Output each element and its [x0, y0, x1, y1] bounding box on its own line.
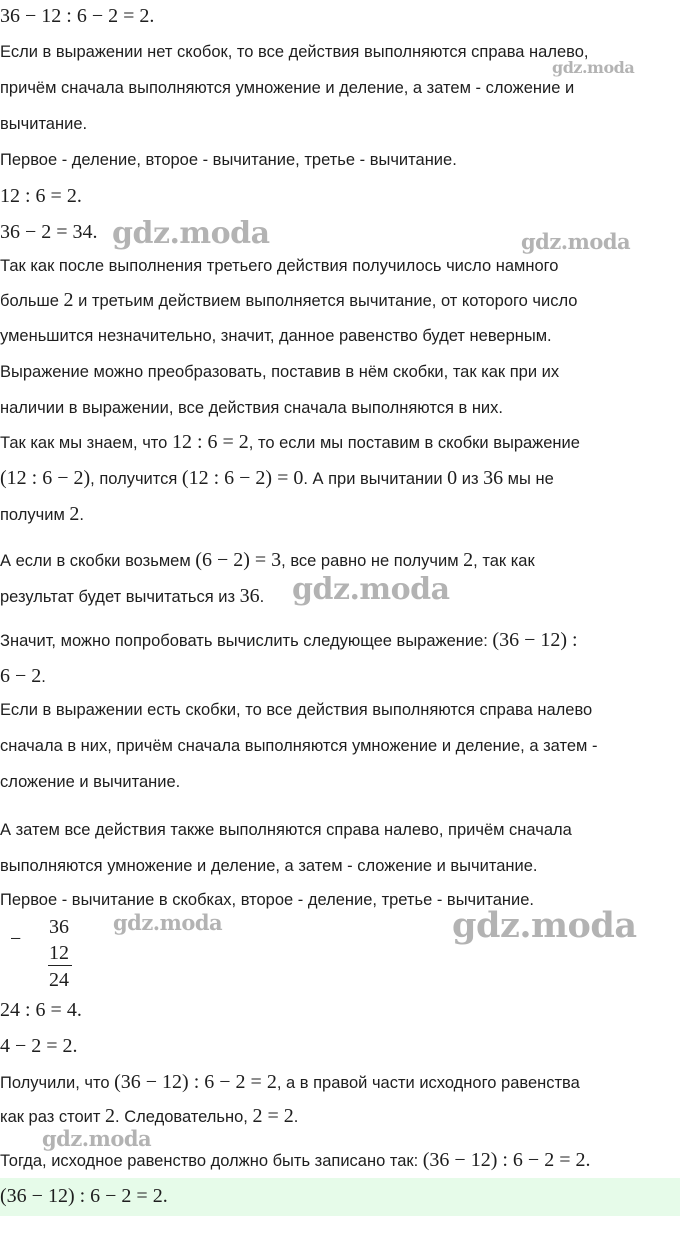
text-line: [0, 1070, 580, 1095]
text-segment: уменьшится незначительно, значит, данное равенство будет неверным.: [0, 327, 552, 345]
watermark: gdz.moda: [42, 1126, 152, 1151]
math-expression: 36: [239, 585, 260, 607]
math-expression: 2: [463, 549, 474, 571]
math-expression: 2 = 2: [252, 1105, 294, 1127]
text-line: [0, 584, 264, 609]
text-segment: .: [41, 668, 46, 686]
text-line: [0, 360, 559, 384]
text-line: [0, 184, 82, 209]
text-line: [0, 148, 457, 172]
math-expression: (12 : 6 − 2): [0, 467, 91, 489]
watermark: gdz.moda: [552, 58, 635, 77]
math-expression: 2: [69, 503, 80, 525]
text-line: [0, 430, 580, 455]
text-line: [0, 466, 554, 491]
text-line: [0, 734, 597, 758]
text-segment: результат будет вычитаться из: [0, 588, 240, 606]
text-line: [0, 664, 46, 689]
text-segment: причём сначала выполняются умножение и деление, а затем - сложение и: [0, 79, 575, 97]
text-line: [0, 628, 578, 653]
math-expression: 12 : 6 = 2: [171, 431, 249, 453]
text-line: [0, 818, 572, 842]
text-line: [0, 770, 180, 794]
text-line: [0, 254, 558, 278]
text-segment: , так как: [473, 552, 535, 570]
minuend: 36: [49, 916, 69, 938]
text-segment: , все равно не получим: [281, 552, 464, 570]
difference: 24: [49, 969, 69, 991]
math-expression: 36 − 12 : 6 − 2 = 2.: [0, 5, 155, 27]
watermark: gdz.moda: [521, 229, 631, 254]
math-expression: (36 − 12) : 6 − 2 = 2.: [422, 1149, 591, 1171]
math-expression: 2: [105, 1105, 116, 1127]
text-segment: . А при вычитании: [303, 470, 448, 488]
math-expression: (6 − 2) = 3: [195, 549, 282, 571]
text-segment: сложение и вычитание.: [0, 773, 181, 791]
text-line: [0, 548, 535, 573]
watermark: gdz.moda: [452, 905, 637, 946]
text-segment: как раз стоит: [0, 1108, 106, 1126]
text-segment: Тогда, исходное равенство должно быть записано так:: [0, 1152, 423, 1170]
text-segment: больше: [0, 292, 64, 310]
text-segment: , а в правой части исходного равенства: [276, 1074, 580, 1092]
watermark: gdz.moda: [112, 216, 270, 251]
text-line: [0, 4, 154, 29]
text-line: [0, 698, 592, 722]
text-segment: А если в скобки возьмем: [0, 552, 196, 570]
text-line: [0, 1184, 168, 1209]
text-segment: Значит, можно попробовать вычислить следующее выражение:: [0, 632, 493, 650]
math-expression: 4 − 2 = 2.: [0, 1035, 78, 1057]
text-segment: Так как после выполнения третьего действия получилось число намного: [0, 257, 559, 275]
column-line: [48, 965, 72, 966]
text-segment: .: [79, 506, 84, 524]
text-line: [0, 502, 84, 527]
math-expression: 36: [483, 467, 504, 489]
text-line: [0, 1034, 78, 1059]
math-expression: (12 : 6 − 2) = 0: [181, 467, 304, 489]
math-expression: 6 − 2: [0, 665, 42, 687]
math-expression: 0: [447, 467, 458, 489]
text-segment: Если в выражении есть скобки, то все действия выполняются справа налево: [0, 701, 593, 719]
text-line: [0, 1148, 590, 1173]
text-segment: Получили, что: [0, 1074, 115, 1092]
math-expression: 2: [63, 289, 74, 311]
text-segment: и третьим действием выполняется вычитание, от которого число: [73, 292, 578, 310]
text-line: [0, 40, 588, 64]
watermark: gdz.moda: [292, 572, 450, 607]
text-segment: мы не: [503, 470, 554, 488]
text-line: [0, 324, 552, 348]
text-segment: из: [457, 470, 484, 488]
text-line: [0, 76, 574, 100]
text-segment: Выражение можно преобразовать, поставив в нём скобки, так как при их: [0, 363, 560, 381]
text-line: [0, 112, 87, 136]
text-segment: .: [259, 588, 265, 606]
text-segment: выполняются умножение и деление, а затем - сложение и вычитание.: [0, 857, 538, 875]
text-segment: наличии в выражении, все действия сначала выполняются в них.: [0, 399, 503, 417]
math-expression: 24 : 6 = 4.: [0, 999, 82, 1021]
text-segment: .: [293, 1108, 299, 1126]
text-segment: вычитание.: [0, 115, 88, 133]
text-segment: получим: [0, 506, 70, 524]
text-segment: А затем все действия также выполняются справа налево, причём сначала: [0, 821, 572, 839]
text-segment: Если в выражении нет скобок, то все действия выполняются справа налево,: [0, 43, 589, 61]
text-line: [0, 220, 98, 245]
text-segment: , получится: [90, 470, 182, 488]
text-segment: Так как мы знаем, что: [0, 434, 172, 452]
minus-sign: −: [10, 928, 22, 950]
math-expression: 36 − 2 = 34.: [0, 221, 98, 243]
math-expression: (36 − 12) : 6 − 2 = 2: [114, 1071, 277, 1093]
text-segment: Первое - вычитание в скобках, второе - деление, третье - вычитание.: [0, 891, 535, 909]
subtrahend: 12: [49, 942, 69, 964]
watermark: gdz.moda: [113, 910, 223, 935]
math-expression: 12 : 6 = 2.: [0, 185, 82, 207]
text-line: [0, 396, 503, 420]
text-segment: сначала в них, причём сначала выполняются умножение и деление, а затем -: [0, 737, 598, 755]
math-expression: (36 − 12) :: [492, 629, 578, 651]
math-expression: (36 − 12) : 6 − 2 = 2.: [0, 1185, 168, 1207]
text-segment: . Следовательно,: [115, 1108, 253, 1126]
text-line: [0, 854, 537, 878]
text-line: [0, 288, 577, 313]
text-segment: , то если мы поставим в скобки выражение: [248, 434, 580, 452]
text-line: [0, 998, 82, 1023]
text-segment: Первое - деление, второе - вычитание, третье - вычитание.: [0, 151, 457, 169]
